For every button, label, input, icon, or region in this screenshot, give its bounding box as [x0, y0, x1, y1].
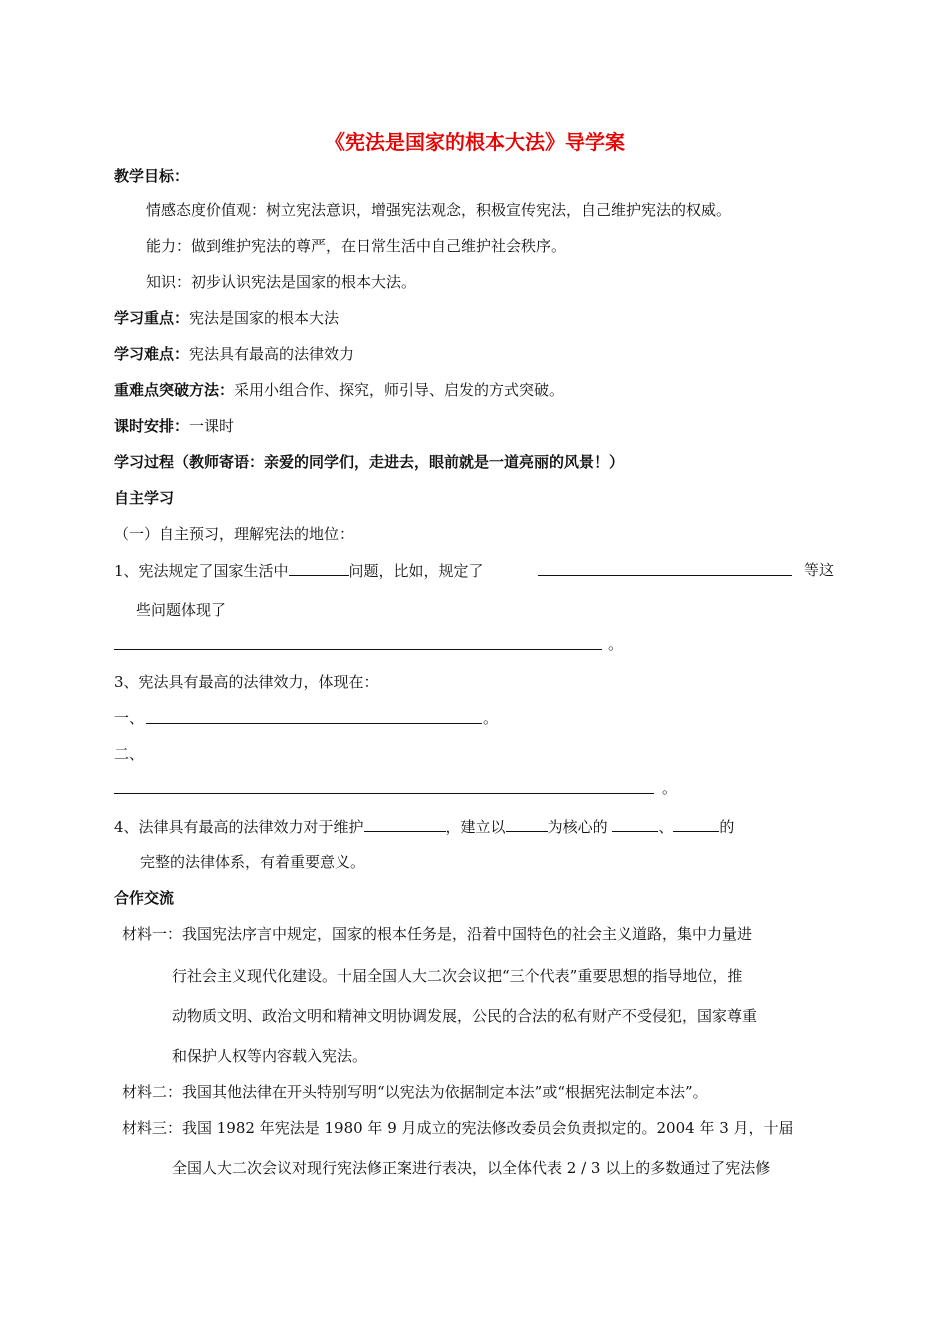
q3-two-label: 二、 [114, 745, 145, 763]
key-point-label: 学习重点： [114, 309, 190, 327]
q4-blank-3[interactable] [612, 816, 658, 832]
schedule [114, 416, 234, 436]
q4-blank-1[interactable] [364, 816, 446, 832]
q3-one-end: 。 [483, 709, 499, 727]
q3-two-blank[interactable] [114, 793, 654, 794]
key-point [114, 308, 339, 328]
q1-text-c: 等这 [804, 561, 835, 579]
material-1-line-2: 行社会主义现代化建设。十届全国人大二次会议把“三个代表”重要思想的指导地位，推 [172, 967, 743, 985]
difficulty [114, 344, 354, 364]
method-label: 重难点突破方法： [114, 381, 235, 399]
material-1-line-3: 动物质文明、政治文明和精神文明协调发展，公民的合法的私有财产不受侵犯，国家尊重 [172, 1007, 758, 1025]
difficulty-label: 学习难点： [114, 345, 190, 363]
q4-blank-2[interactable] [506, 816, 548, 832]
q1-text-d: 些问题体现了 [136, 601, 227, 619]
cooperation-heading: 合作交流 [114, 889, 175, 907]
material-2: 材料二：我国其他法律在开头特别写明“以宪法为依据制定本法”或“根据宪法制定本法”。 [122, 1083, 708, 1101]
material-3-line-1: 材料三：我国 1982 年宪法是 1980 年 9 月成立的宪法修改委员会负责拟定的。2004 年 3 月，十届 [122, 1119, 794, 1137]
q4-text-f: 完整的法律体系，有着重要意义。 [140, 853, 366, 871]
process-heading: 学习过程（教师寄语：亲爱的同学们，走进去，眼前就是一道亮丽的风景！） [114, 453, 625, 471]
q4-text-c: 为核心的 [547, 818, 608, 836]
q4-text-d: 、 [658, 818, 674, 836]
objective-knowledge: 知识：初步认识宪法是国家的根本大法。 [146, 273, 417, 291]
self-study-heading: 自主学习 [114, 489, 175, 507]
q3-one-label: 一、 [114, 709, 145, 727]
page-title: 《宪法是国家的根本大法》导学案 [325, 130, 625, 154]
q3-one-blank[interactable] [146, 723, 482, 724]
objective-emotion: 情感态度价值观：树立宪法意识，增强宪法观念，积极宣传宪法，自己维护宪法的权威。 [146, 201, 732, 219]
q1-text-b: 问题，比如，规定了 [348, 562, 484, 580]
schedule-label: 课时安排： [114, 417, 190, 435]
key-point-text: 宪法是国家的根本大法 [189, 309, 340, 327]
q4-text-a: 4、法律具有最高的法律效力对于维护 [114, 818, 364, 836]
q1-blank-1[interactable] [289, 560, 349, 576]
schedule-text: 一课时 [189, 417, 235, 435]
q4-line [114, 816, 734, 837]
material-1-line-1: 材料一：我国宪法序言中规定，国家的根本任务是，沿着中国特色的社会主义道路，集中力量进 [122, 925, 753, 943]
q4-blank-4[interactable] [673, 816, 719, 832]
self-study-sub: （一）自主预习，理解宪法的地位： [114, 525, 355, 543]
q1-blank-2[interactable] [538, 575, 792, 576]
q3-text: 3、宪法具有最高的法律效力，体现在： [114, 673, 379, 691]
material-3-line-2: 全国人大二次会议对现行宪法修正案进行表决，以全体代表 2 / 3 以上的多数通过了宪法修 [172, 1159, 771, 1177]
q3-two-period: 。 [662, 779, 678, 797]
objectives-heading: 教学目标： [114, 167, 190, 185]
q1-period: 。 [608, 635, 624, 653]
q4-text-b: ，建立以 [445, 818, 506, 836]
method-text: 采用小组合作、探究，师引导、启发的方式突破。 [234, 381, 565, 399]
q1-text-a: 1、宪法规定了国家生活中 [114, 562, 289, 580]
method [114, 380, 564, 400]
material-1-line-4: 和保护人权等内容载入宪法。 [172, 1047, 368, 1065]
difficulty-text: 宪法具有最高的法律效力 [189, 345, 355, 363]
q4-text-e: 的 [719, 818, 735, 836]
objective-ability: 能力：做到维护宪法的尊严，在日常生活中自己维护社会秩序。 [146, 237, 567, 255]
q1-blank-3[interactable] [114, 649, 602, 650]
q1-line [114, 560, 484, 581]
